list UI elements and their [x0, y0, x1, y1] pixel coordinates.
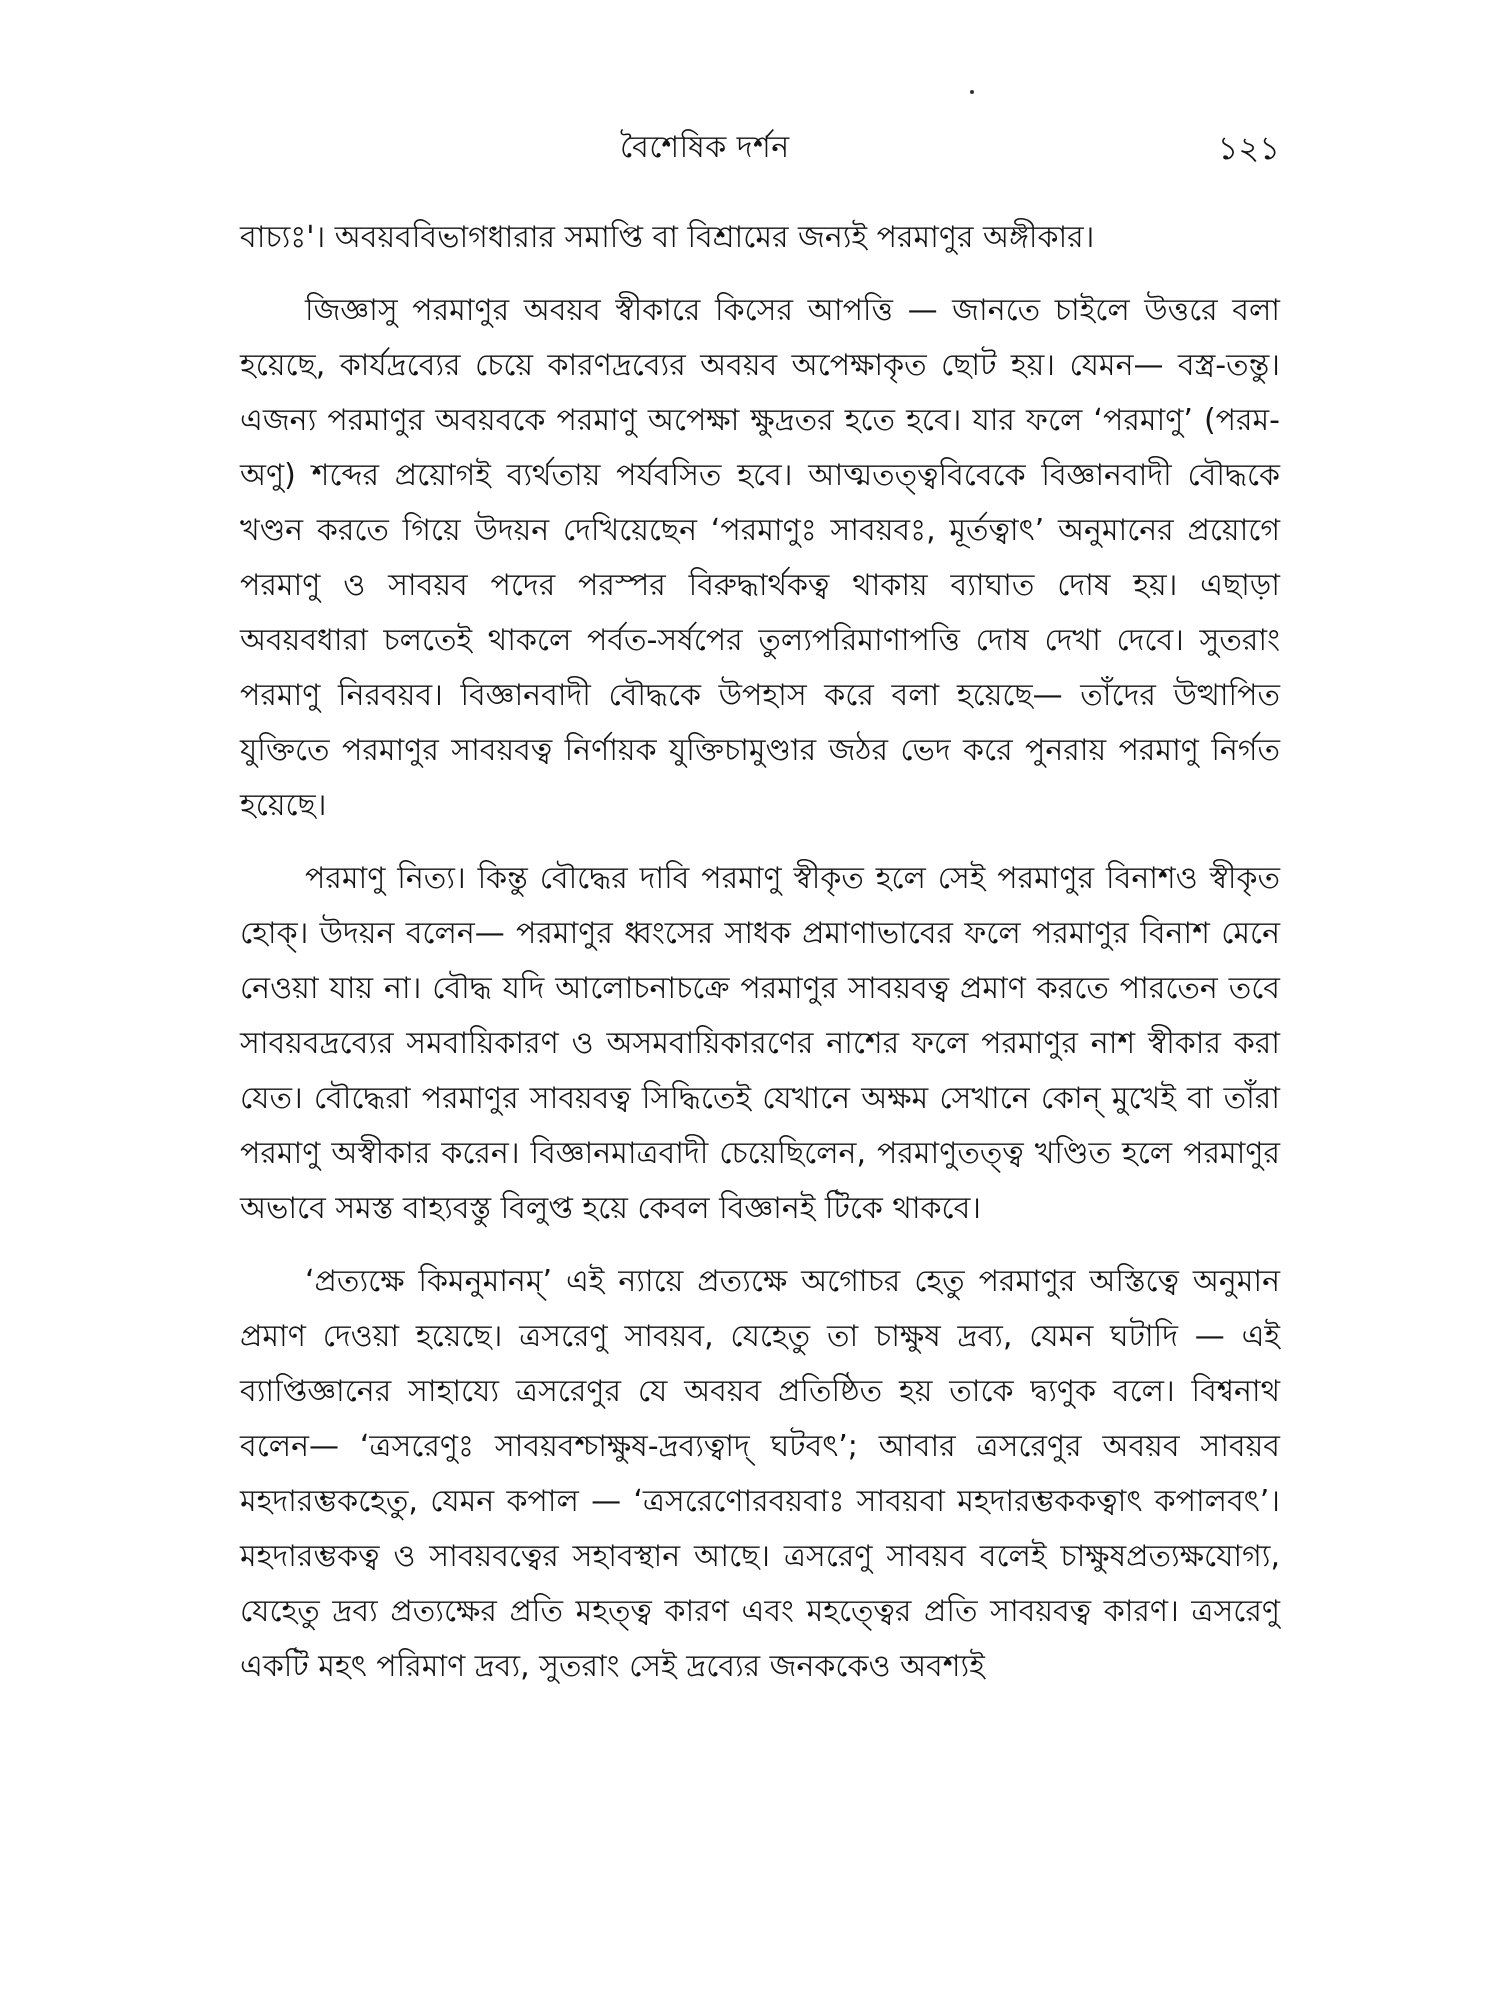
running-header — [240, 128, 1280, 172]
paragraph: পরমাণু নিত্য। কিন্তু বৌদ্ধের দাবি পরমাণু স্বীকৃত হলে সেই পরমাণুর বিনাশও স্বীকৃত হোক্। উদয়ন বলেন— পরমাণুর ধ্বংসের সাধক প্রমাণাভাবের ফলে পরমাণুর বিনাশ মেনে নেওয়া যায় না। বৌদ্ধ যদি আলোচনাচক্রে পরমাণুর সাবয়বত্ব প্রমাণ করতে পারতেন তবে সাবয়বদ্রব্যের সমবায়িকারণ ও অসমবায়িকারণের নাশের ফলে পরমাণুর নাশ স্বীকার করা যেত। বৌদ্ধেরা পরমাণুর সাবয়বত্ব সিদ্ধিতেই যেখানে অক্ষম সেখানে কোন্ মুখেই বা তাঁরা পরমাণু অস্বীকার করেন। বিজ্ঞানমাত্রবাদী চেয়েছিলেন, পরমাণুতত্ত্ব খণ্ডিত হলে পরমাণুর অভাবে সমস্ত বাহ্যবস্তু বিলুপ্ত হয়ে কেবল বিজ্ঞানই টিকে থাকবে। — [240, 861, 1280, 1226]
paragraph: ‘প্রত্যক্ষে কিমনুমানম্’ এই ন্যায়ে প্রত্যক্ষে অগোচর হেতু পরমাণুর অস্তিত্বে অনুমান প্রমাণ দেওয়া হয়েছে। ত্রসরেণু সাবয়ব, যেহেতু তা চাক্ষুষ দ্রব্য, যেমন ঘটাদি — এই ব্যাপ্তিজ্ঞানের সাহায্যে ত্রসরেণুর যে অবয়ব প্রতিষ্ঠিত হয় তাকে দ্ব্যণুক বলে। বিশ্বনাথ বলেন— ‘ত্রসরেণুঃ সাবয়বশ্চাক্ষুষ-দ্রব্যত্বাদ্ ঘটবৎ’; আবার ত্রসরেণুর অবয়ব সাবয়ব মহদারম্ভকহেতু, যেমন কপাল — ‘ত্রসরেণোরবয়বাঃ সাবয়বা মহদারম্ভককত্বাৎ কপালবৎ’। মহদারম্ভকত্ব ও সাবয়বত্বের সহাবস্থান আছে। ত্রসরেণু সাবয়ব বলেই চাক্ষুষপ্রত্যক্ষযোগ্য, যেহেতু দ্রব্য প্রত্যক্ষের প্রতি মহত্ত্ব কারণ এবং মহত্ত্বের প্রতি সাবয়বত্ব কারণ। ত্রসরেণু একটি মহৎ পরিমাণ দ্রব্য, সুতরাং সেই দ্রব্যের জনককেও অবশ্যই — [240, 1264, 1280, 1684]
running-title: বৈশেষিক দর্শন — [620, 130, 790, 165]
body-text — [240, 210, 1280, 1694]
paragraph-continuation: বাচ্যঃ'। অবয়ববিভাগধারার সমাপ্তি বা বিশ্রামের জন্যই পরমাণুর অঙ্গীকার। — [240, 220, 1095, 255]
print-speck — [970, 90, 974, 94]
paragraph: জিজ্ঞাসু পরমাণুর অবয়ব স্বীকারে কিসের আপত্তি — জানতে চাইলে উত্তরে বলা হয়েছে, কার্যদ্রব্যের চেয়ে কারণদ্রব্যের অবয়ব অপেক্ষাকৃত ছোট হয়। যেমন— বস্ত্র-তন্তু। এজন্য পরমাণুর অবয়বকে পরমাণু অপেক্ষা ক্ষুদ্রতর হতে হবে। যার ফলে ‘পরমাণু’ (পরম-অণু) শব্দের প্রয়োগই ব্যর্থতায় পর্যবসিত হবে। আত্মতত্ত্ববিবেকে বিজ্ঞানবাদী বৌদ্ধকে খণ্ডন করতে গিয়ে উদয়ন দেখিয়েছেন ‘পরমাণুঃ সাবয়বঃ, মূর্তত্বাৎ’ অনুমানের প্রয়োগে পরমাণু ও সাবয়ব পদের পরস্পর বিরুদ্ধার্থকত্ব থাকায় ব্যাঘাত দোষ হয়। এছাড়া অবয়বধারা চলতেই থাকলে পর্বত-সর্ষপের তুল্যপরিমাণাপত্তি দোষ দেখা দেবে। সুতরাং পরমাণু নিরবয়ব। বিজ্ঞানবাদী বৌদ্ধকে উপহাস করে বলা হয়েছে— তাঁদের উত্থাপিত যুক্তিতে পরমাণুর সাবয়বত্ব নির্ণায়ক যুক্তিচামুণ্ডার জঠর ভেদ করে পুনরায় পরমাণু নির্গত হয়েছে। — [240, 293, 1280, 823]
page-number: ১২১ — [1217, 129, 1280, 167]
